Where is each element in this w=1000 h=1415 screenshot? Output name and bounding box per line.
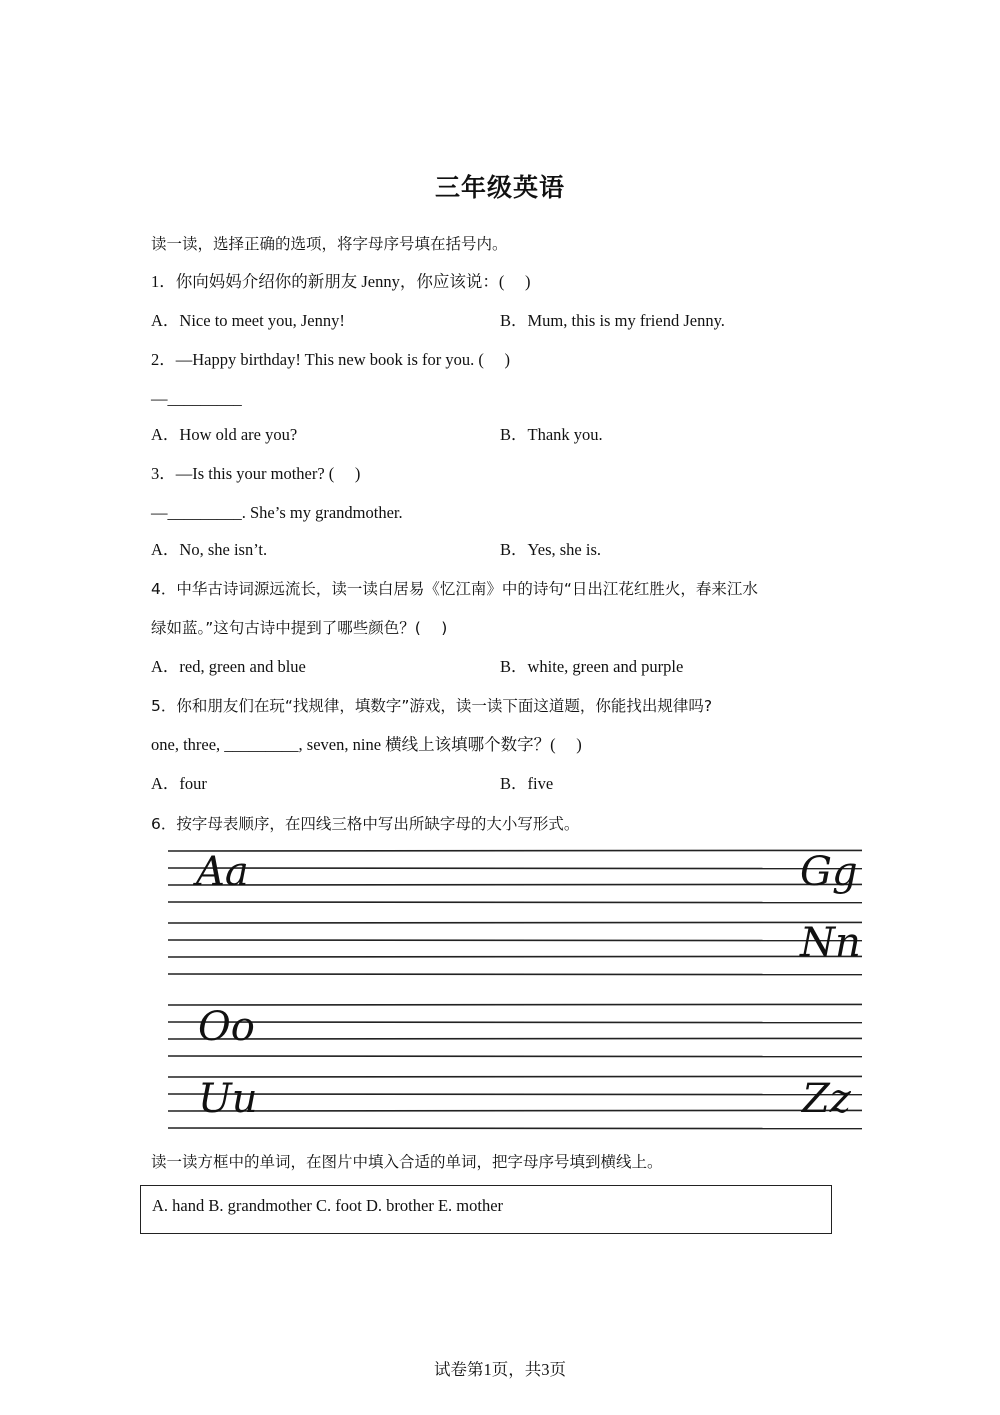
question-4-stem-line2: 绿如蓝。”这句古诗中提到了哪些颜色？( ) xyxy=(151,619,448,637)
page-footer: 试卷第1页，共3页 xyxy=(434,1360,566,1379)
question-2-option-b[interactable]: B．Thank you. xyxy=(500,425,603,444)
question-6-stem: 6．按字母表顺序，在四线三格中写出所缺字母的大小写形式。 xyxy=(151,815,580,833)
question-5-option-a[interactable]: A．four xyxy=(151,774,207,793)
grid-line xyxy=(168,1128,862,1129)
letter-row4-left: Uu xyxy=(198,1076,258,1122)
question-3-option-a[interactable]: A．No, she isn’t. xyxy=(151,540,268,559)
grid-line xyxy=(168,974,862,975)
grid-line xyxy=(168,940,862,941)
letter-row3-left: Oo xyxy=(198,1004,255,1050)
question-5-option-b[interactable]: B．five xyxy=(500,774,554,793)
question-4-option-b[interactable]: B．white, green and purple xyxy=(500,657,684,676)
section1-instruction: 读一读，选择正确的选项，将字母序号填在括号内。 xyxy=(151,235,508,253)
grid-line xyxy=(168,1094,862,1095)
question-4-stem: 4．中华古诗词源远流长，读一读白居易《忆江南》中的诗句“日出江花红胜火，春来江水 xyxy=(151,580,758,598)
question-3-reply: —_________. She’s my grandmother. xyxy=(151,503,403,522)
grid-line xyxy=(168,1110,862,1111)
question-3-stem: 3．—Is this your mother? ( ) xyxy=(151,464,361,483)
word-box-text: A. hand B. grandmother C. foot D. brother E. mother xyxy=(152,1196,504,1215)
letter-row4-right: Zz xyxy=(802,1076,851,1122)
question-2-stem: 2．—Happy birthday! This new book is for you. ( ) xyxy=(151,350,510,369)
question-1-stem: 1．你向妈妈介绍你的新朋友 Jenny，你应该说：( ) xyxy=(151,272,531,291)
grid-line xyxy=(168,850,862,851)
question-2-option-a[interactable]: A．How old are you? xyxy=(151,425,298,444)
grid-line xyxy=(168,1076,862,1077)
grid-line xyxy=(168,1004,862,1005)
question-1-option-b[interactable]: B．Mum, this is my friend Jenny. xyxy=(500,311,725,330)
question-2-reply: —_________ xyxy=(151,389,242,408)
question-3-option-b[interactable]: B．Yes, she is. xyxy=(500,540,602,559)
question-5-stem: 5．你和朋友们在玩“找规律，填数字”游戏，读一读下面这道题，你能找出规律吗? xyxy=(151,697,713,715)
grid-line xyxy=(168,868,862,869)
grid-line xyxy=(168,1022,862,1023)
grid-line xyxy=(168,1038,862,1039)
page-title: 三年级英语 xyxy=(434,173,565,202)
section2-instruction: 读一读方框中的单词，在图片中填入合适的单词，把字母序号填到横线上。 xyxy=(151,1153,663,1171)
grid-line xyxy=(168,902,862,903)
question-5-stem-line2: one, three, _________, seven, nine 横线上该填哪个数字？( ) xyxy=(151,735,582,754)
word-box xyxy=(140,1185,832,1234)
question-1-option-a[interactable]: A．Nice to meet you, Jenny! xyxy=(151,311,345,330)
letter-row2-right: Nn xyxy=(800,920,861,966)
grid-line xyxy=(168,922,862,923)
letter-row1-left: Aa xyxy=(196,849,249,895)
question-4-option-a[interactable]: A．red, green and blue xyxy=(151,657,306,676)
grid-line xyxy=(168,1056,862,1057)
letter-row1-right: Gg xyxy=(800,849,858,895)
grid-line xyxy=(168,884,862,885)
grid-line xyxy=(168,956,862,957)
